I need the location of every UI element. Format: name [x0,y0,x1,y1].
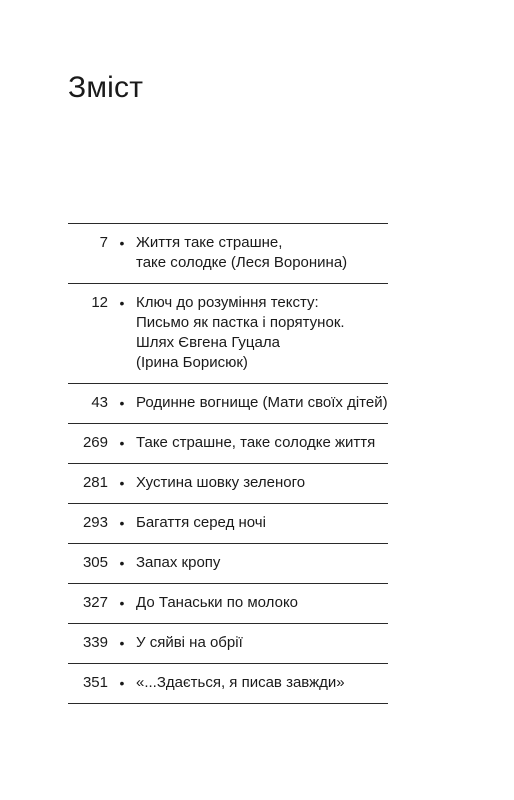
toc-page-number: 351 [82,674,108,691]
toc-row [68,544,388,584]
toc-bullet: • [119,435,125,451]
toc-entry-title: Життя таке страшне, таке солодке (Леся Воронина) [136,234,348,271]
toc-page-number: 339 [82,634,108,651]
toc-entry-title: Таке страшне, таке солодке життя [136,434,376,451]
toc-page-number: 305 [82,554,108,571]
toc-page-number: 43 [91,394,108,411]
toc-page-number: 327 [82,594,108,611]
toc-bullet: • [119,595,125,611]
toc-bullet: • [119,635,125,651]
toc-entry-title: Запах кропу [136,554,221,571]
toc-bullet: • [119,235,125,251]
toc-bullet: • [119,675,125,691]
toc-row [68,464,388,504]
page-title: Зміст [68,71,144,104]
toc-bullet: • [119,395,125,411]
toc-row [68,384,388,424]
toc-page-number: 293 [82,514,108,531]
toc-entry-title: До Танаськи по молоко [136,594,299,611]
toc-row [68,624,388,664]
toc-bullet: • [119,515,125,531]
toc-row [68,424,388,464]
toc-page-number: 269 [82,434,108,451]
toc-bullet: • [119,295,125,311]
toc-page-number: 12 [91,294,108,311]
toc-page-number: 7 [99,234,108,251]
toc-entry-title: Ключ до розуміння тексту: Письмо як пастка і порятунок. Шлях Євгена Гуцала (Ірина Борисюк) [136,294,345,371]
toc-entry-title: Багаття серед ночі [136,514,266,531]
toc-row [68,664,388,704]
table-of-contents [68,223,388,704]
toc-bullet: • [119,555,125,571]
toc-entry-title: «...Здається, я писав завжди» [136,674,345,691]
toc-row [68,584,388,624]
toc-entry-title: Родинне вогнище (Мати своїх дітей) [136,394,388,411]
toc-row [68,504,388,544]
toc-row [68,284,388,384]
toc-entry-title: Хустина шовку зеленого [136,474,306,491]
toc-entry-title: У сяйві на обрії [136,634,243,651]
toc-row [68,224,388,284]
toc-page-number: 281 [82,474,108,491]
toc-bullet: • [119,475,125,491]
